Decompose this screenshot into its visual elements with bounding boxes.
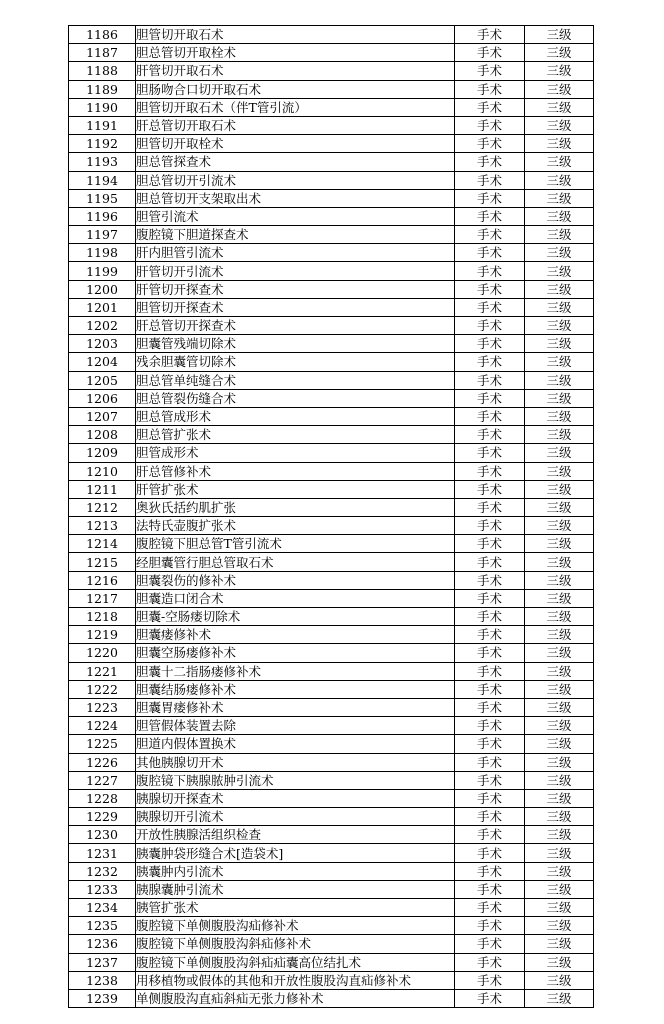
- row-number: 1192: [69, 135, 136, 153]
- procedure-name: 胰腺囊肿引流术: [136, 880, 455, 898]
- row-number: 1230: [69, 826, 136, 844]
- procedure-type: 手术: [455, 135, 525, 153]
- table-row: [69, 953, 594, 971]
- procedure-level: 三级: [525, 335, 594, 353]
- procedure-type: 手术: [455, 353, 525, 371]
- procedure-name: 腹腔镜下胆总管T管引流术: [136, 535, 455, 553]
- row-number: 1217: [69, 589, 136, 607]
- procedure-name: 胆总管切开支架取出术: [136, 189, 455, 207]
- procedure-level: 三级: [525, 153, 594, 171]
- row-number: 1221: [69, 662, 136, 680]
- procedure-name: 胰腺切开探查术: [136, 789, 455, 807]
- procedure-level: 三级: [525, 589, 594, 607]
- table-row: [69, 571, 594, 589]
- procedure-level: 三级: [525, 353, 594, 371]
- procedure-level: 三级: [525, 753, 594, 771]
- row-number: 1199: [69, 262, 136, 280]
- procedure-level: 三级: [525, 935, 594, 953]
- procedure-level: 三级: [525, 680, 594, 698]
- procedure-level: 三级: [525, 880, 594, 898]
- table-row: [69, 844, 594, 862]
- procedure-name: 肝管扩张术: [136, 480, 455, 498]
- procedure-name: 法特氏壶腹扩张术: [136, 517, 455, 535]
- procedure-type: 手术: [455, 153, 525, 171]
- procedure-name: 胆肠吻合口切开取石术: [136, 80, 455, 98]
- procedure-type: 手术: [455, 935, 525, 953]
- table-row: [69, 226, 594, 244]
- procedure-name: 胆总管单纯缝合术: [136, 371, 455, 389]
- procedure-name: 胆管切开取石术: [136, 26, 455, 44]
- table-row: [69, 407, 594, 425]
- procedure-type: 手术: [455, 244, 525, 262]
- table-row: [69, 862, 594, 880]
- row-number: 1205: [69, 371, 136, 389]
- procedure-type: 手术: [455, 517, 525, 535]
- procedure-type: 手术: [455, 262, 525, 280]
- procedure-level: 三级: [525, 917, 594, 935]
- procedure-name: 胆管切开取栓术: [136, 135, 455, 153]
- table-row: [69, 480, 594, 498]
- table-row: [69, 662, 594, 680]
- procedure-name: 肝总管切开探查术: [136, 317, 455, 335]
- row-number: 1214: [69, 535, 136, 553]
- procedure-name: 腹腔镜下单侧腹股沟疝修补术: [136, 917, 455, 935]
- procedure-type: 手术: [455, 298, 525, 316]
- procedure-level: 三级: [525, 262, 594, 280]
- table-row: [69, 207, 594, 225]
- row-number: 1213: [69, 517, 136, 535]
- procedure-level: 三级: [525, 298, 594, 316]
- table-row: [69, 444, 594, 462]
- procedure-name: 胆道内假体置换术: [136, 735, 455, 753]
- procedure-level: 三级: [525, 698, 594, 716]
- row-number: 1228: [69, 789, 136, 807]
- row-number: 1208: [69, 426, 136, 444]
- procedure-type: 手术: [455, 753, 525, 771]
- procedure-name: 腹腔镜下单侧腹股沟斜疝修补术: [136, 935, 455, 953]
- row-number: 1216: [69, 571, 136, 589]
- procedure-type: 手术: [455, 62, 525, 80]
- table-row: [69, 262, 594, 280]
- procedure-type: 手术: [455, 880, 525, 898]
- procedure-type: 手术: [455, 644, 525, 662]
- table-row: [69, 153, 594, 171]
- row-number: 1238: [69, 971, 136, 989]
- procedure-name: 肝管切开引流术: [136, 262, 455, 280]
- procedure-table-body: [69, 26, 594, 1008]
- row-number: 1194: [69, 171, 136, 189]
- table-row: [69, 698, 594, 716]
- table-row: [69, 644, 594, 662]
- row-number: 1232: [69, 862, 136, 880]
- row-number: 1203: [69, 335, 136, 353]
- row-number: 1201: [69, 298, 136, 316]
- procedure-name: 胆囊-空肠瘘切除术: [136, 608, 455, 626]
- table-row: [69, 808, 594, 826]
- procedure-level: 三级: [525, 317, 594, 335]
- procedure-level: 三级: [525, 789, 594, 807]
- procedure-name: 腹腔镜下胰腺脓肿引流术: [136, 771, 455, 789]
- procedure-level: 三级: [525, 571, 594, 589]
- procedure-type: 手术: [455, 553, 525, 571]
- procedure-level: 三级: [525, 244, 594, 262]
- procedure-level: 三级: [525, 407, 594, 425]
- procedure-level: 三级: [525, 62, 594, 80]
- procedure-level: 三级: [525, 444, 594, 462]
- procedure-name: 胆囊造口闭合术: [136, 589, 455, 607]
- procedure-type: 手术: [455, 717, 525, 735]
- row-number: 1239: [69, 989, 136, 1007]
- table-row: [69, 62, 594, 80]
- table-row: [69, 971, 594, 989]
- procedure-level: 三级: [525, 498, 594, 516]
- row-number: 1227: [69, 771, 136, 789]
- procedure-level: 三级: [525, 844, 594, 862]
- table-row: [69, 298, 594, 316]
- procedure-type: 手术: [455, 608, 525, 626]
- procedure-type: 手术: [455, 26, 525, 44]
- row-number: 1236: [69, 935, 136, 953]
- procedure-level: 三级: [525, 644, 594, 662]
- table-row: [69, 553, 594, 571]
- procedure-type: 手术: [455, 44, 525, 62]
- procedure-level: 三级: [525, 989, 594, 1007]
- table-row: [69, 771, 594, 789]
- procedure-level: 三级: [525, 389, 594, 407]
- procedure-type: 手术: [455, 899, 525, 917]
- table-row: [69, 244, 594, 262]
- table-row: [69, 426, 594, 444]
- procedure-type: 手术: [455, 426, 525, 444]
- procedure-type: 手术: [455, 480, 525, 498]
- table-row: [69, 899, 594, 917]
- procedure-type: 手术: [455, 953, 525, 971]
- procedure-type: 手术: [455, 808, 525, 826]
- row-number: 1219: [69, 626, 136, 644]
- procedure-name: 胆总管裂伤缝合术: [136, 389, 455, 407]
- table-row: [69, 98, 594, 116]
- row-number: 1218: [69, 608, 136, 626]
- row-number: 1202: [69, 317, 136, 335]
- procedure-name: 胆管引流术: [136, 207, 455, 225]
- procedure-type: 手术: [455, 335, 525, 353]
- table-row: [69, 680, 594, 698]
- procedure-level: 三级: [525, 899, 594, 917]
- row-number: 1211: [69, 480, 136, 498]
- procedure-type: 手术: [455, 98, 525, 116]
- row-number: 1231: [69, 844, 136, 862]
- procedure-name: 胆囊胃瘘修补术: [136, 698, 455, 716]
- row-number: 1226: [69, 753, 136, 771]
- row-number: 1222: [69, 680, 136, 698]
- row-number: 1188: [69, 62, 136, 80]
- procedure-level: 三级: [525, 971, 594, 989]
- procedure-name: 残余胆囊管切除术: [136, 353, 455, 371]
- procedure-type: 手术: [455, 971, 525, 989]
- row-number: 1191: [69, 116, 136, 134]
- procedure-type: 手术: [455, 498, 525, 516]
- table-row: [69, 80, 594, 98]
- procedure-name: 肝管切开探查术: [136, 280, 455, 298]
- procedure-name: 其他胰腺切开术: [136, 753, 455, 771]
- procedure-name: 胆总管切开取栓术: [136, 44, 455, 62]
- table-row: [69, 608, 594, 626]
- procedure-type: 手术: [455, 80, 525, 98]
- table-row: [69, 589, 594, 607]
- procedure-type: 手术: [455, 826, 525, 844]
- procedure-type: 手术: [455, 989, 525, 1007]
- procedure-type: 手术: [455, 571, 525, 589]
- procedure-type: 手术: [455, 280, 525, 298]
- row-number: 1193: [69, 153, 136, 171]
- procedure-name: 奥狄氏括约肌扩张: [136, 498, 455, 516]
- table-row: [69, 371, 594, 389]
- procedure-level: 三级: [525, 480, 594, 498]
- table-row: [69, 935, 594, 953]
- procedure-type: 手术: [455, 771, 525, 789]
- procedure-type: 手术: [455, 444, 525, 462]
- procedure-name: 胆管假体装置去除: [136, 717, 455, 735]
- table-row: [69, 26, 594, 44]
- procedure-type: 手术: [455, 862, 525, 880]
- procedure-name: 胆囊管残端切除术: [136, 335, 455, 353]
- procedure-name: 胆囊裂伤的修补术: [136, 571, 455, 589]
- procedure-level: 三级: [525, 553, 594, 571]
- procedure-type: 手术: [455, 844, 525, 862]
- row-number: 1186: [69, 26, 136, 44]
- row-number: 1233: [69, 880, 136, 898]
- row-number: 1189: [69, 80, 136, 98]
- procedure-type: 手术: [455, 389, 525, 407]
- procedure-level: 三级: [525, 80, 594, 98]
- procedure-level: 三级: [525, 135, 594, 153]
- procedure-name: 腹腔镜下单侧腹股沟斜疝疝囊高位结扎术: [136, 953, 455, 971]
- procedure-name: 胆囊空肠瘘修补术: [136, 644, 455, 662]
- procedure-level: 三级: [525, 26, 594, 44]
- procedure-level: 三级: [525, 771, 594, 789]
- procedure-level: 三级: [525, 462, 594, 480]
- table-row: [69, 335, 594, 353]
- procedure-name: 用移植物或假体的其他和开放性腹股沟直疝修补术: [136, 971, 455, 989]
- procedure-name: 肝总管切开取石术: [136, 116, 455, 134]
- procedure-type: 手术: [455, 317, 525, 335]
- procedure-type: 手术: [455, 917, 525, 935]
- table-row: [69, 535, 594, 553]
- procedure-name: 肝管切开取石术: [136, 62, 455, 80]
- row-number: 1235: [69, 917, 136, 935]
- procedure-type: 手术: [455, 407, 525, 425]
- procedure-type: 手术: [455, 735, 525, 753]
- procedure-level: 三级: [525, 808, 594, 826]
- row-number: 1224: [69, 717, 136, 735]
- procedure-type: 手术: [455, 535, 525, 553]
- procedure-type: 手术: [455, 207, 525, 225]
- procedure-type: 手术: [455, 226, 525, 244]
- table-row: [69, 389, 594, 407]
- procedure-level: 三级: [525, 171, 594, 189]
- table-row: [69, 116, 594, 134]
- row-number: 1209: [69, 444, 136, 462]
- procedure-type: 手术: [455, 789, 525, 807]
- procedure-level: 三级: [525, 826, 594, 844]
- procedure-name: 经胆囊管行胆总管取石术: [136, 553, 455, 571]
- row-number: 1212: [69, 498, 136, 516]
- procedure-name: 胆管切开取石术（伴T管引流）: [136, 98, 455, 116]
- procedure-type: 手术: [455, 626, 525, 644]
- procedure-name: 胰囊肿内引流术: [136, 862, 455, 880]
- procedure-level: 三级: [525, 207, 594, 225]
- procedure-name: 胰囊肿袋形缝合术[造袋术]: [136, 844, 455, 862]
- table-row: [69, 189, 594, 207]
- row-number: 1234: [69, 899, 136, 917]
- table-row: [69, 717, 594, 735]
- procedure-type: 手术: [455, 698, 525, 716]
- procedure-name: 单侧腹股沟直疝斜疝无张力修补术: [136, 989, 455, 1007]
- row-number: 1187: [69, 44, 136, 62]
- row-number: 1197: [69, 226, 136, 244]
- procedure-name: 胆囊结肠瘘修补术: [136, 680, 455, 698]
- procedure-level: 三级: [525, 371, 594, 389]
- procedure-level: 三级: [525, 626, 594, 644]
- procedure-type: 手术: [455, 171, 525, 189]
- procedure-level: 三级: [525, 662, 594, 680]
- table-row: [69, 135, 594, 153]
- table-row: [69, 498, 594, 516]
- procedure-type: 手术: [455, 589, 525, 607]
- row-number: 1190: [69, 98, 136, 116]
- procedure-name: 胆总管成形术: [136, 407, 455, 425]
- procedure-level: 三级: [525, 608, 594, 626]
- procedure-type: 手术: [455, 662, 525, 680]
- row-number: 1196: [69, 207, 136, 225]
- table-row: [69, 462, 594, 480]
- row-number: 1229: [69, 808, 136, 826]
- table-row: [69, 989, 594, 1007]
- procedure-level: 三级: [525, 189, 594, 207]
- procedure-name: 胆总管切开引流术: [136, 171, 455, 189]
- procedure-level: 三级: [525, 280, 594, 298]
- table-row: [69, 353, 594, 371]
- table-row: [69, 44, 594, 62]
- row-number: 1206: [69, 389, 136, 407]
- row-number: 1200: [69, 280, 136, 298]
- procedure-name: 胰腺切开引流术: [136, 808, 455, 826]
- procedure-type: 手术: [455, 371, 525, 389]
- procedure-name: 胆总管探查术: [136, 153, 455, 171]
- procedure-name: 胆囊十二指肠瘘修补术: [136, 662, 455, 680]
- row-number: 1207: [69, 407, 136, 425]
- table-row: [69, 517, 594, 535]
- row-number: 1210: [69, 462, 136, 480]
- procedure-level: 三级: [525, 226, 594, 244]
- table-row: [69, 280, 594, 298]
- procedure-name: 胆总管扩张术: [136, 426, 455, 444]
- procedure-level: 三级: [525, 717, 594, 735]
- table-row: [69, 789, 594, 807]
- procedure-name: 胰管扩张术: [136, 899, 455, 917]
- procedure-name: 肝内胆管引流术: [136, 244, 455, 262]
- procedure-level: 三级: [525, 44, 594, 62]
- procedure-table: [68, 25, 594, 1008]
- table-row: [69, 317, 594, 335]
- procedure-level: 三级: [525, 116, 594, 134]
- procedure-type: 手术: [455, 116, 525, 134]
- row-number: 1204: [69, 353, 136, 371]
- row-number: 1198: [69, 244, 136, 262]
- procedure-name: 肝总管修补术: [136, 462, 455, 480]
- procedure-level: 三级: [525, 426, 594, 444]
- procedure-type: 手术: [455, 189, 525, 207]
- procedure-type: 手术: [455, 462, 525, 480]
- procedure-name: 腹腔镜下胆道探查术: [136, 226, 455, 244]
- procedure-level: 三级: [525, 98, 594, 116]
- row-number: 1220: [69, 644, 136, 662]
- table-row: [69, 917, 594, 935]
- table-row: [69, 753, 594, 771]
- procedure-level: 三级: [525, 535, 594, 553]
- procedure-name: 开放性胰腺活组织检查: [136, 826, 455, 844]
- row-number: 1237: [69, 953, 136, 971]
- procedure-level: 三级: [525, 517, 594, 535]
- procedure-level: 三级: [525, 953, 594, 971]
- procedure-level: 三级: [525, 735, 594, 753]
- procedure-name: 胆管成形术: [136, 444, 455, 462]
- table-row: [69, 735, 594, 753]
- table-row: [69, 826, 594, 844]
- procedure-name: 胆囊瘘修补术: [136, 626, 455, 644]
- row-number: 1225: [69, 735, 136, 753]
- row-number: 1223: [69, 698, 136, 716]
- table-row: [69, 880, 594, 898]
- procedure-name: 胆管切开探查术: [136, 298, 455, 316]
- row-number: 1215: [69, 553, 136, 571]
- table-row: [69, 626, 594, 644]
- procedure-level: 三级: [525, 862, 594, 880]
- table-row: [69, 171, 594, 189]
- procedure-type: 手术: [455, 680, 525, 698]
- row-number: 1195: [69, 189, 136, 207]
